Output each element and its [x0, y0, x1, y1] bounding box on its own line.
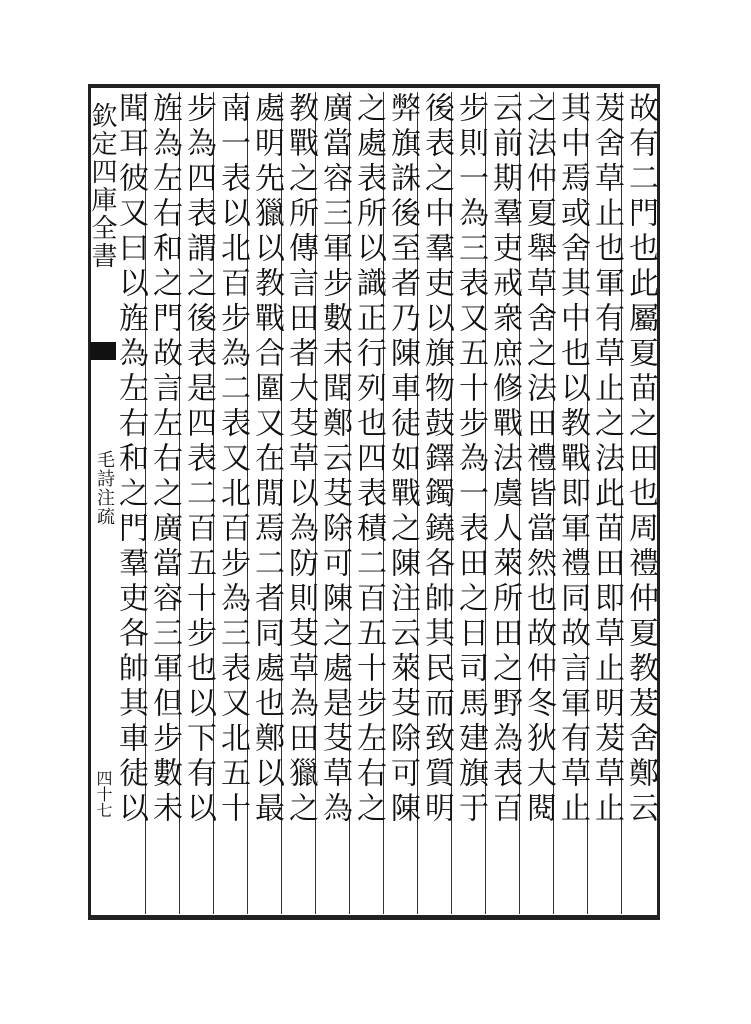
text-column-4: 之法仲夏舉草舍之法田禮皆當然也故仲冬狄大閱 [521, 92, 556, 827]
text-column-5: 云前期羣吏戒衆庶修戰法虞人萊所田之野為表百 [487, 92, 522, 827]
text-column-10: 廣當容三軍步數未聞鄭云芟除可陳之處是芟草為 [317, 92, 352, 827]
spine-title: 欽定四庫全書 [87, 102, 117, 270]
text-column-15: 旌為左右和之門故言左右之廣當容三軍但步數未 [147, 92, 182, 827]
text-column-1: 故有二門也此屬夏苗之田也周禮仲夏教茇舍鄭云 [623, 92, 658, 827]
text-body [113, 92, 658, 914]
text-column-12: 處明先獵以教戰合圍又在閒焉二者同處也鄭以最 [249, 92, 284, 827]
page-number: 四十七 [94, 770, 113, 818]
text-column-8: 弊旗誅後至者乃陳車徒如戰之陳注云萊芟除可陳 [385, 92, 420, 827]
text-column-6: 步則一為三表又五十步為一表田之日司馬建旗于 [453, 92, 488, 827]
text-column-7: 後表之中羣吏以旗物鼓鐸鐲鐃各帥其民而致質明 [419, 92, 454, 827]
text-column-13: 南一表以北百步為二表又北百步為三表又北五十 [215, 92, 250, 827]
text-column-3: 其中焉或舍其中也以教戰即軍禮同故言軍有草止 [555, 92, 590, 827]
text-column-16: 聞耳彼又曰以旌為左右和之門羣吏各帥其車徒以 [113, 92, 148, 827]
text-column-14: 步為四表謂之後表是四表二百五十步也以下有以 [181, 92, 216, 827]
text-column-11: 教戰之所傳言田者大芟草以為防則芟草為田獵之 [283, 92, 318, 827]
text-column-9: 之處表所以識正行列也四表積二百五十步左右之 [351, 92, 386, 827]
text-column-2: 茇舍草止也軍有草止之法此苗田即草止明茇草止 [589, 92, 624, 827]
book-name: 毛詩注疏 [94, 450, 115, 526]
